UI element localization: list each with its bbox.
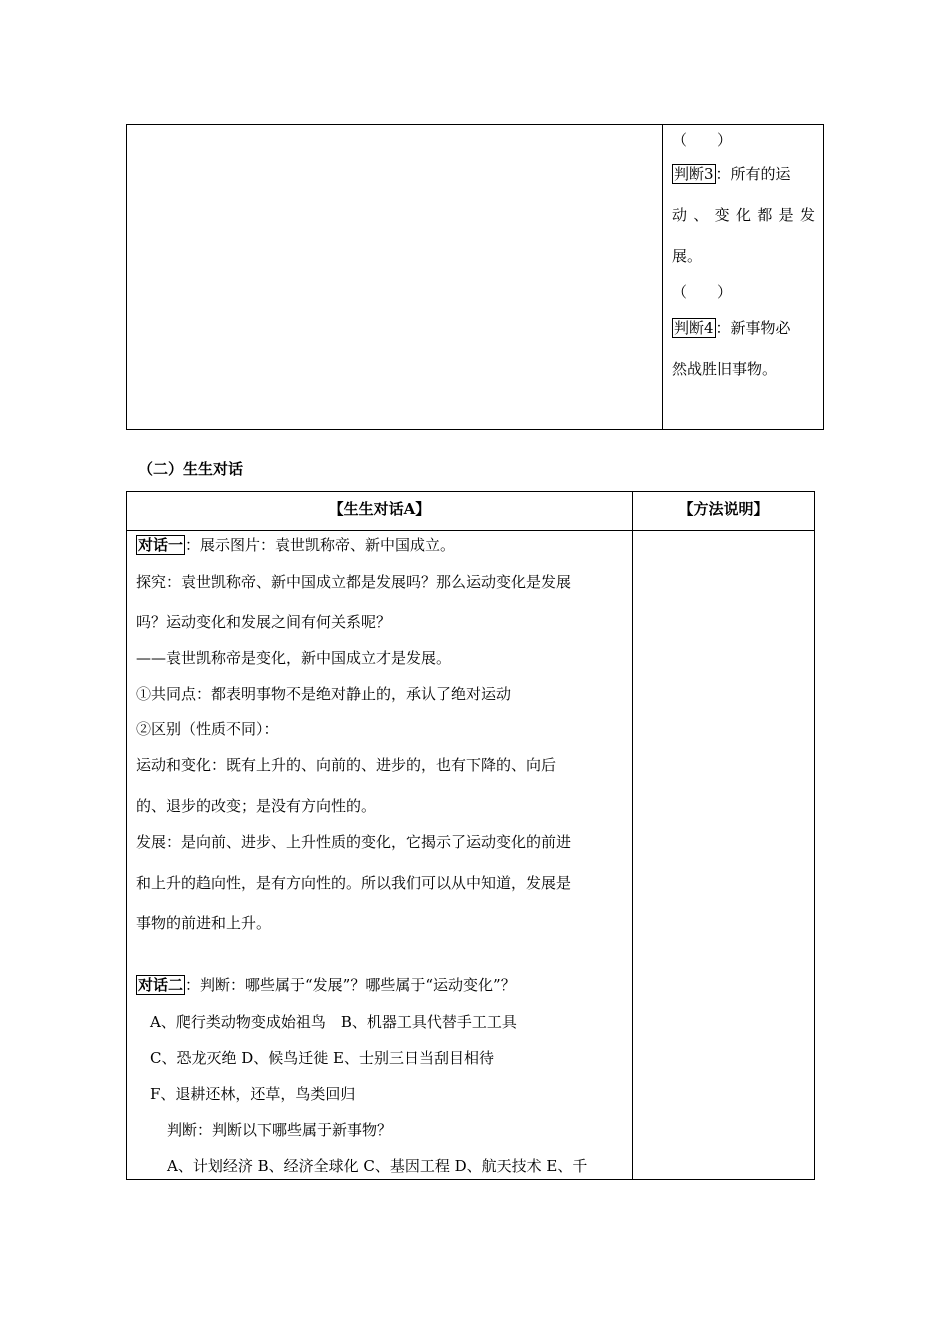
dialog-text-line: ①共同点：都表明事物不是绝对静止的，承认了绝对运动	[136, 685, 512, 703]
question-option-line: A、爬行类动物变成始祖鸟 B、机器工具代替手工工具	[150, 1013, 517, 1031]
dialog-1-label: 对话一	[138, 536, 184, 554]
dialog-text-line: ②区别（性质不同）：	[136, 720, 279, 738]
dialog-text-line: 吗？运动变化和发展之间有何关系呢？	[136, 613, 392, 631]
dialog-text-line: 运动和变化：既有上升的、向前的、进步的，也有下降的、向后	[136, 756, 557, 774]
column-divider	[632, 492, 633, 1179]
question-option-line: A、计划经济 B、经济全球化 C、基因工程 D、航天技术 E、千	[167, 1157, 588, 1175]
judgement-table-right-cell	[664, 125, 823, 429]
dialog-text-line: 和上升的趋向性，是有方向性的。所以我们可以从中知道，发展是	[136, 874, 572, 892]
header-divider	[127, 530, 814, 531]
dialog-2-label: 对话二	[138, 976, 184, 994]
dialog-1-line: 对话一 ：展示图片：袁世凯称帝、新中国成立。	[138, 536, 456, 554]
judgement-4-line-1: 判断4 ：新事物必	[674, 319, 791, 337]
judgement-3-line-2: 动、变化都是发	[672, 206, 815, 224]
judgement-4-line-2: 然战胜旧事物。	[672, 360, 778, 378]
dialog-table	[126, 491, 815, 1180]
dialog-2-line: 对话二 ：判断：哪些属于“发展”？哪些属于“运动变化”？	[138, 976, 516, 994]
dialog-text-line: 事物的前进和上升。	[136, 914, 272, 932]
question-prompt: 判断：判断以下哪些属于新事物？	[167, 1121, 393, 1139]
method-header: 【方法说明】	[678, 500, 769, 518]
dialog-text-line: 的、退步的改变；是没有方向性的。	[136, 797, 377, 815]
dialog-text-line: 发展：是向前、进步、上升性质的变化，它揭示了运动变化的前进	[136, 833, 572, 851]
judgement-4-label: 判断4	[674, 319, 714, 337]
question-option-line: F、退耕还林，还草，鸟类回归	[150, 1085, 356, 1103]
judgement-3-line-3: 展。	[672, 247, 703, 265]
dialog-text-line: 探究：袁世凯称帝、新中国成立都是发展吗？那么运动变化是发展	[136, 573, 572, 591]
judgement-table	[126, 124, 824, 430]
judgement-table-left-cell	[127, 125, 663, 429]
question-option-line: C、恐龙灭绝 D、候鸟迁徙 E、士别三日当刮目相待	[150, 1049, 494, 1067]
judgement-3-label: 判断3	[674, 165, 714, 183]
answer-blank-3: （ ）	[672, 131, 733, 149]
dialog-header: 【生生对话A】	[328, 500, 431, 518]
section-title: （二）生生对话	[138, 460, 244, 478]
answer-blank-4: （ ）	[672, 283, 733, 301]
dialog-text-line: ——袁世凯称帝是变化，新中国成立才是发展。	[136, 649, 452, 667]
judgement-3-line-1: 判断3 ：所有的运	[674, 165, 791, 183]
